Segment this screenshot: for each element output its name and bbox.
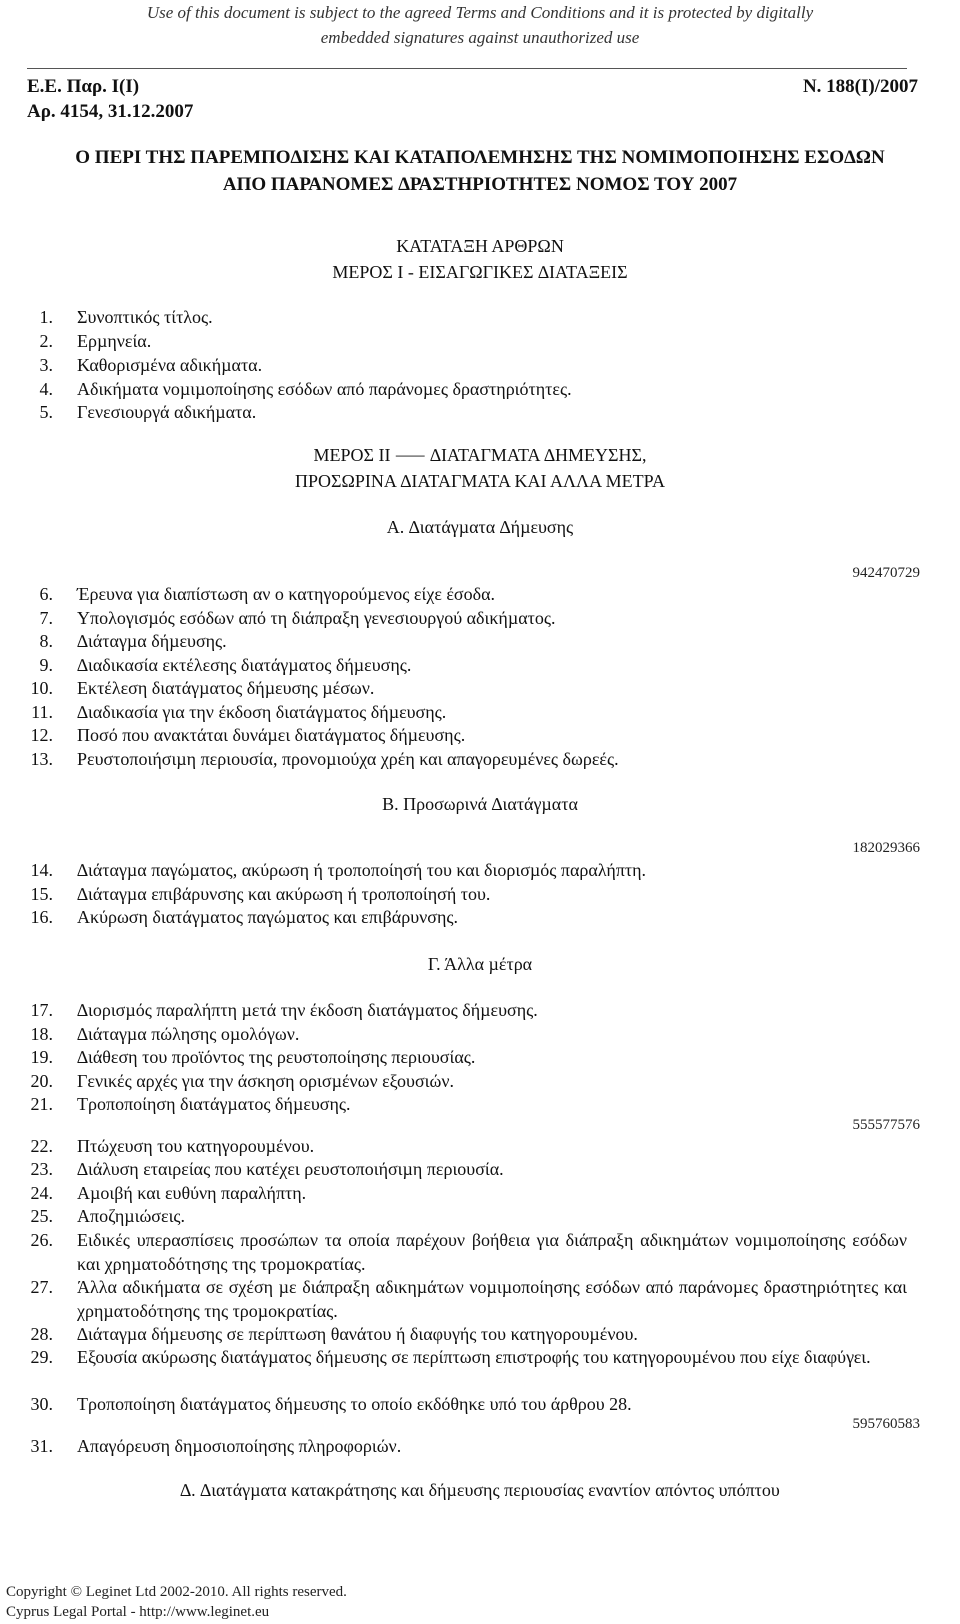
list-item: [27, 723, 907, 747]
law-number: Ν. 188(Ι)/2007: [802, 76, 918, 97]
list-item: [27, 858, 907, 882]
portal-link[interactable]: Cyprus Legal Portal - http://www.leginet.eu: [6, 1604, 270, 1620]
item-text: Τροποποίηση διατάγµατος δήµευσης.: [77, 1094, 351, 1114]
item-text: ∆ιαδικασία εκτέλεσης διατάγµατος δήµευσης.: [77, 655, 412, 675]
item-number: 14.: [30, 860, 53, 880]
list-item: [27, 329, 907, 353]
item-text: Αδικήµατα νοµιµοποίησης εσόδων από παράνοµες δραστηριότητες.: [77, 379, 572, 399]
item-text: Καθορισµένα αδικήµατα.: [77, 355, 263, 375]
usage-notice-line: Use of this document is subject to the agreed Terms and Conditions and it is protected by digitally: [146, 3, 814, 22]
list-item: [27, 606, 907, 630]
item-text: Ποσό που ανακτάται δυνάµει διατάγµατος δήµευσης.: [77, 725, 466, 745]
list-item: [27, 1157, 907, 1181]
item-number: 4.: [39, 379, 53, 399]
item-number: 17.: [30, 1000, 53, 1020]
item-number: 24.: [30, 1183, 53, 1203]
item-text: Άλλα αδικήµατα σε σχέση µε διάπραξη αδικηµάτων νοµιµοποίησης εσόδων από παράνοµες δραστηριότητες και χρηµατοδότησης της τροµοκρατίας.: [77, 1277, 907, 1321]
item-number: 15.: [30, 884, 53, 904]
item-number: 27.: [30, 1277, 53, 1297]
gazette-reference: [27, 74, 193, 124]
part-2-heading-line-2: ΠΡΟΣΩΡΙΝΑ ∆ΙΑΤΑΓΜΑΤΑ ΚΑΙ ΑΛΛΑ ΜΕΤΡΑ: [295, 471, 665, 491]
list-item: [27, 1069, 907, 1093]
item-number: 20.: [30, 1071, 53, 1091]
item-text: Γενεσιουργά αδικήµατα.: [77, 402, 257, 422]
part-2-heading: ΜΕΡΟΣ ΙΙ ⸺ ∆ΙΑΤΑΓΜΑΤΑ ∆ΗΜΕΥΣΗΣ,: [313, 445, 647, 465]
gazette-part: Ε.Ε. Παρ. Ι(Ι): [27, 76, 140, 97]
item-text: Εκτέλεση διατάγµατος δήµευσης µέσων.: [77, 678, 375, 698]
item-number: 26.: [30, 1230, 53, 1250]
item-text: Πτώχευση του κατηγορουµένου.: [77, 1136, 315, 1156]
item-text: ∆ιάταγµα παγώµατος, ακύρωση ή τροποποίησή του και διορισµός παραλήπτη.: [77, 860, 647, 880]
law-title-line: ΑΠΟ ΠΑΡΑΝΟΜΕΣ ∆ΡΑΣΤΗΡΙΟΤΗΤΕΣ ΝΟΜΟΣ ΤΟΥ 2007: [222, 174, 738, 195]
item-text: Ρευστοποιήσιµη περιουσία, προνοµιούχα χρέη και απαγορευµένες δωρεές.: [77, 749, 619, 769]
item-text: Εξουσία ακύρωσης διατάγµατος δήµευσης σε περίπτωση επιστροφής του κατηγορουµένου που είχε διαφύγει.: [77, 1347, 871, 1367]
item-text: ∆ιάλυση εταιρείας που κατέχει ρευστοποιήσιµη περιουσία.: [77, 1159, 504, 1179]
copyright-footer: [6, 1582, 347, 1622]
list-item: [27, 353, 907, 377]
item-number: 11.: [31, 702, 53, 722]
item-number: 21.: [30, 1094, 53, 1114]
item-text: ∆ιάταγµα δήµευσης σε περίπτωση θανάτου ή διαφυγής του κατηγορουµένου.: [77, 1324, 638, 1344]
header-rule: [27, 68, 907, 69]
list-item: [27, 1228, 907, 1276]
list-item: [27, 1434, 907, 1458]
item-text: ∆ιάταγµα δήµευσης.: [77, 631, 227, 651]
item-text: ∆ιαδικασία για την έκδοση διατάγµατος δήµευσης.: [77, 702, 447, 722]
item-text: ∆ιορισµός παραλήπτη µετά την έκδοση διατάγµατος δήµευσης.: [77, 1000, 538, 1020]
list-item: [27, 653, 907, 677]
list-item: [27, 1275, 907, 1323]
item-text: ∆ιάθεση του προϊόντος της ρευστοποίησης περιουσίας.: [77, 1047, 476, 1067]
item-number: 5.: [39, 402, 53, 422]
item-text: Υπολογισµός εσόδων από τη διάπραξη γενεσιουργού αδικήµατος.: [77, 608, 556, 628]
item-number: 23.: [30, 1159, 53, 1179]
list-item: [27, 1134, 907, 1158]
item-text: Ειδικές υπερασπίσεις προσώπων τα οποία παρέχουν βοήθεια για διάπραξη αδικηµάτων νοµιµοποίησης εσόδων και χρηµατοδότησης της τροµοκρατίας.: [77, 1230, 907, 1274]
list-item: [27, 305, 907, 329]
usage-notice-line: embedded signatures against unauthorized use: [320, 28, 640, 47]
item-text: Γενικές αρχές για την άσκηση ορισµένων εξουσιών.: [77, 1071, 454, 1091]
list-item: [27, 998, 907, 1022]
item-number: 6.: [39, 584, 53, 604]
list-item: [27, 377, 907, 401]
item-number: 19.: [30, 1047, 53, 1067]
item-text: Τροποποίηση διατάγµατος δήµευσης το οποίο εκδόθηκε υπό του άρθρου 28.: [77, 1394, 632, 1414]
item-number: 31.: [30, 1436, 53, 1456]
item-number: 28.: [30, 1324, 53, 1344]
item-number: 22.: [30, 1136, 53, 1156]
document-code: 942470729: [852, 565, 920, 581]
list-item: [27, 629, 907, 653]
list-item: [27, 700, 907, 724]
usage-notice: [0, 0, 960, 50]
list-item: [27, 1181, 907, 1205]
item-number: 3.: [39, 355, 53, 375]
list-item: [27, 676, 907, 700]
item-number: 2.: [39, 331, 53, 351]
list-item: [27, 1322, 907, 1346]
list-item: [27, 1092, 907, 1116]
section-a-heading: Α. ∆ιατάγµατα ∆ήµευσης: [386, 517, 574, 537]
item-number: 25.: [30, 1206, 53, 1226]
item-text: Έρευνα για διαπίστωση αν ο κατηγορούµενος είχε έσοδα.: [77, 584, 496, 604]
item-number: 13.: [30, 749, 53, 769]
item-number: 30.: [30, 1394, 53, 1414]
item-number: 29.: [30, 1347, 53, 1367]
section-c-heading: Γ. Άλλα µέτρα: [427, 954, 533, 974]
list-item: [27, 400, 907, 424]
item-text: Ακύρωση διατάγµατος παγώµατος και επιβάρυνσης.: [77, 907, 458, 927]
item-text: Απαγόρευση δηµοσιοποίησης πληροφοριών.: [77, 1436, 402, 1456]
list-item: [27, 1022, 907, 1046]
index-heading: ΚΑΤΑΤΑΞΗ ΑΡΘΡΩΝ: [396, 236, 564, 256]
document-code: 555577576: [852, 1117, 920, 1133]
item-number: 10.: [30, 678, 53, 698]
item-number: 16.: [30, 907, 53, 927]
item-number: 9.: [39, 655, 53, 675]
item-text: Αµοιβή και ευθύνη παραλήπτη.: [77, 1183, 307, 1203]
list-item: [27, 882, 907, 906]
law-title: [0, 144, 960, 198]
list-item: [27, 582, 907, 606]
item-text: ∆ιάταγµα πώλησης οµολόγων.: [77, 1024, 300, 1044]
item-text: Ερµηνεία.: [77, 331, 152, 351]
gazette-number-date: Αρ. 4154, 31.12.2007: [27, 101, 194, 122]
item-number: 12.: [30, 725, 53, 745]
item-number: 7.: [39, 608, 53, 628]
document-code: 182029366: [852, 840, 920, 856]
copyright-text: Copyright © Leginet Ltd 2002-2010. All rights reserved.: [6, 1584, 347, 1600]
list-item: [27, 1045, 907, 1069]
item-text: Αποζηµιώσεις.: [77, 1206, 186, 1226]
item-text: ∆ιάταγµα επιβάρυνσης και ακύρωση ή τροποποίησή του.: [77, 884, 491, 904]
item-number: 18.: [30, 1024, 53, 1044]
list-item: [27, 1204, 907, 1228]
list-item: [27, 1345, 907, 1369]
list-item: [27, 1392, 907, 1416]
part-1-heading: ΜΕΡΟΣ Ι - ΕΙΣΑΓΩΓΙΚΕΣ ∆ΙΑΤΑΞΕΙΣ: [332, 262, 628, 282]
section-d-heading: ∆. ∆ιατάγµατα κατακράτησης και δήµευσης περιουσίας εναντίον απόντος υπόπτου: [180, 1480, 780, 1500]
list-item: [27, 905, 907, 929]
section-b-heading: Β. Προσωρινά ∆ιατάγµατα: [382, 794, 578, 814]
list-item: [27, 747, 907, 771]
law-title-line: Ο ΠΕΡΙ ΤΗΣ ΠΑΡΕΜΠΟ∆ΙΣΗΣ ΚΑΙ ΚΑΤΑΠΟΛΕΜΗΣΗΣ ΤΗΣ ΝΟΜΙΜΟΠΟΙΗΣΗΣ ΕΣΟ∆ΩΝ: [75, 147, 885, 168]
document-code: 595760583: [852, 1416, 920, 1432]
item-number: 1.: [39, 307, 53, 327]
item-text: Συνοπτικός τίτλος.: [77, 307, 213, 327]
item-number: 8.: [39, 631, 53, 651]
